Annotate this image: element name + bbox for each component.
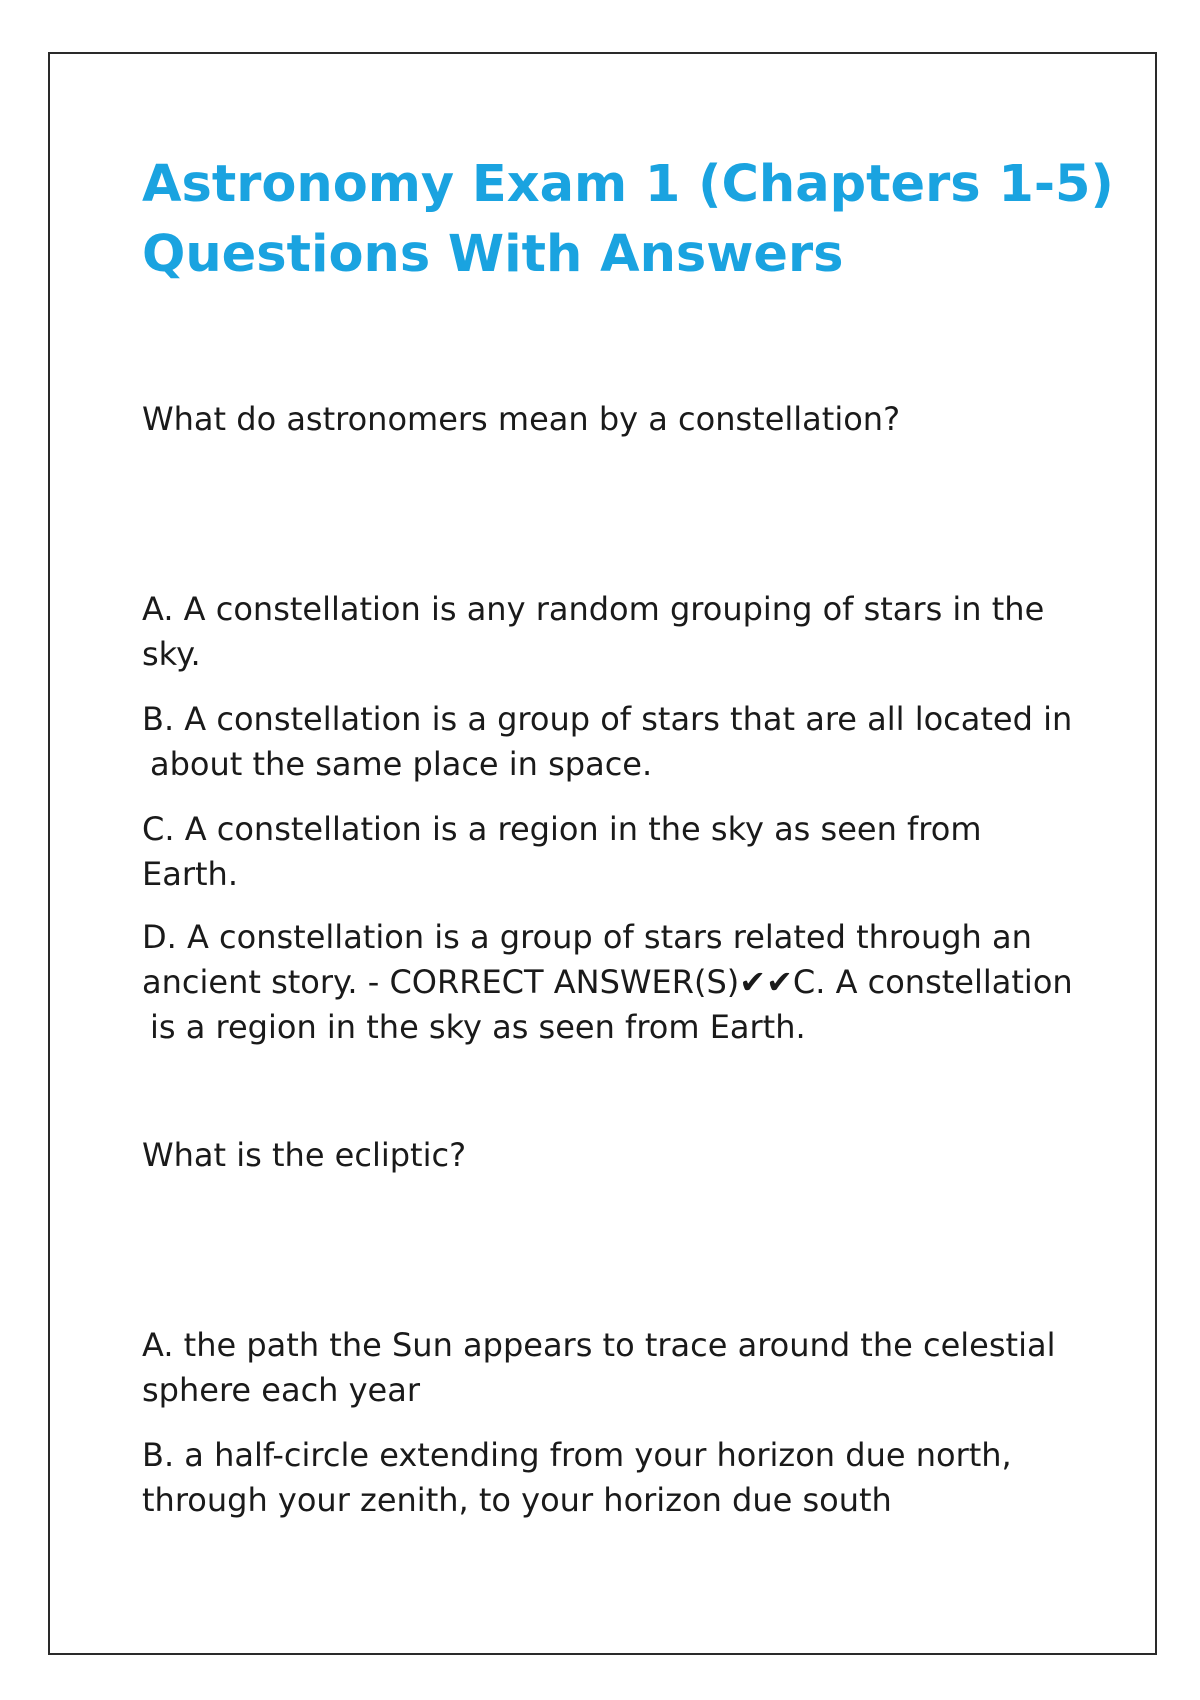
document-title xyxy=(142,150,1114,290)
question-1-prompt: What do astronomers mean by a constellation? xyxy=(142,400,901,438)
question-1-option-a: A. A constellation is any random grouping of stars in the sky. xyxy=(142,590,1045,673)
question-2-option-b: B. a half-circle extending from your horizon due north, through your zenith, to your horizon due south xyxy=(142,1436,1012,1519)
title-line-2: Questions With Answers xyxy=(142,225,844,284)
question-2-option-a: A. the path the Sun appears to trace around the celestial sphere each year xyxy=(142,1326,1056,1409)
question-1-option-c: C. A constellation is a region in the sky as seen from Earth. xyxy=(142,810,982,893)
question-1-option-d-with-answer: D. A constellation is a group of stars related through an ancient story. - CORRECT ANSWER(S)✔✔C. A constellation is a region in the sky as seen from Earth. xyxy=(142,918,1073,1046)
question-1-option-b: B. A constellation is a group of stars that are all located in about the same place in space. xyxy=(142,700,1073,783)
title-line-1: Astronomy Exam 1 (Chapters 1-5) xyxy=(142,155,1114,214)
question-2-prompt: What is the ecliptic? xyxy=(142,1136,467,1174)
